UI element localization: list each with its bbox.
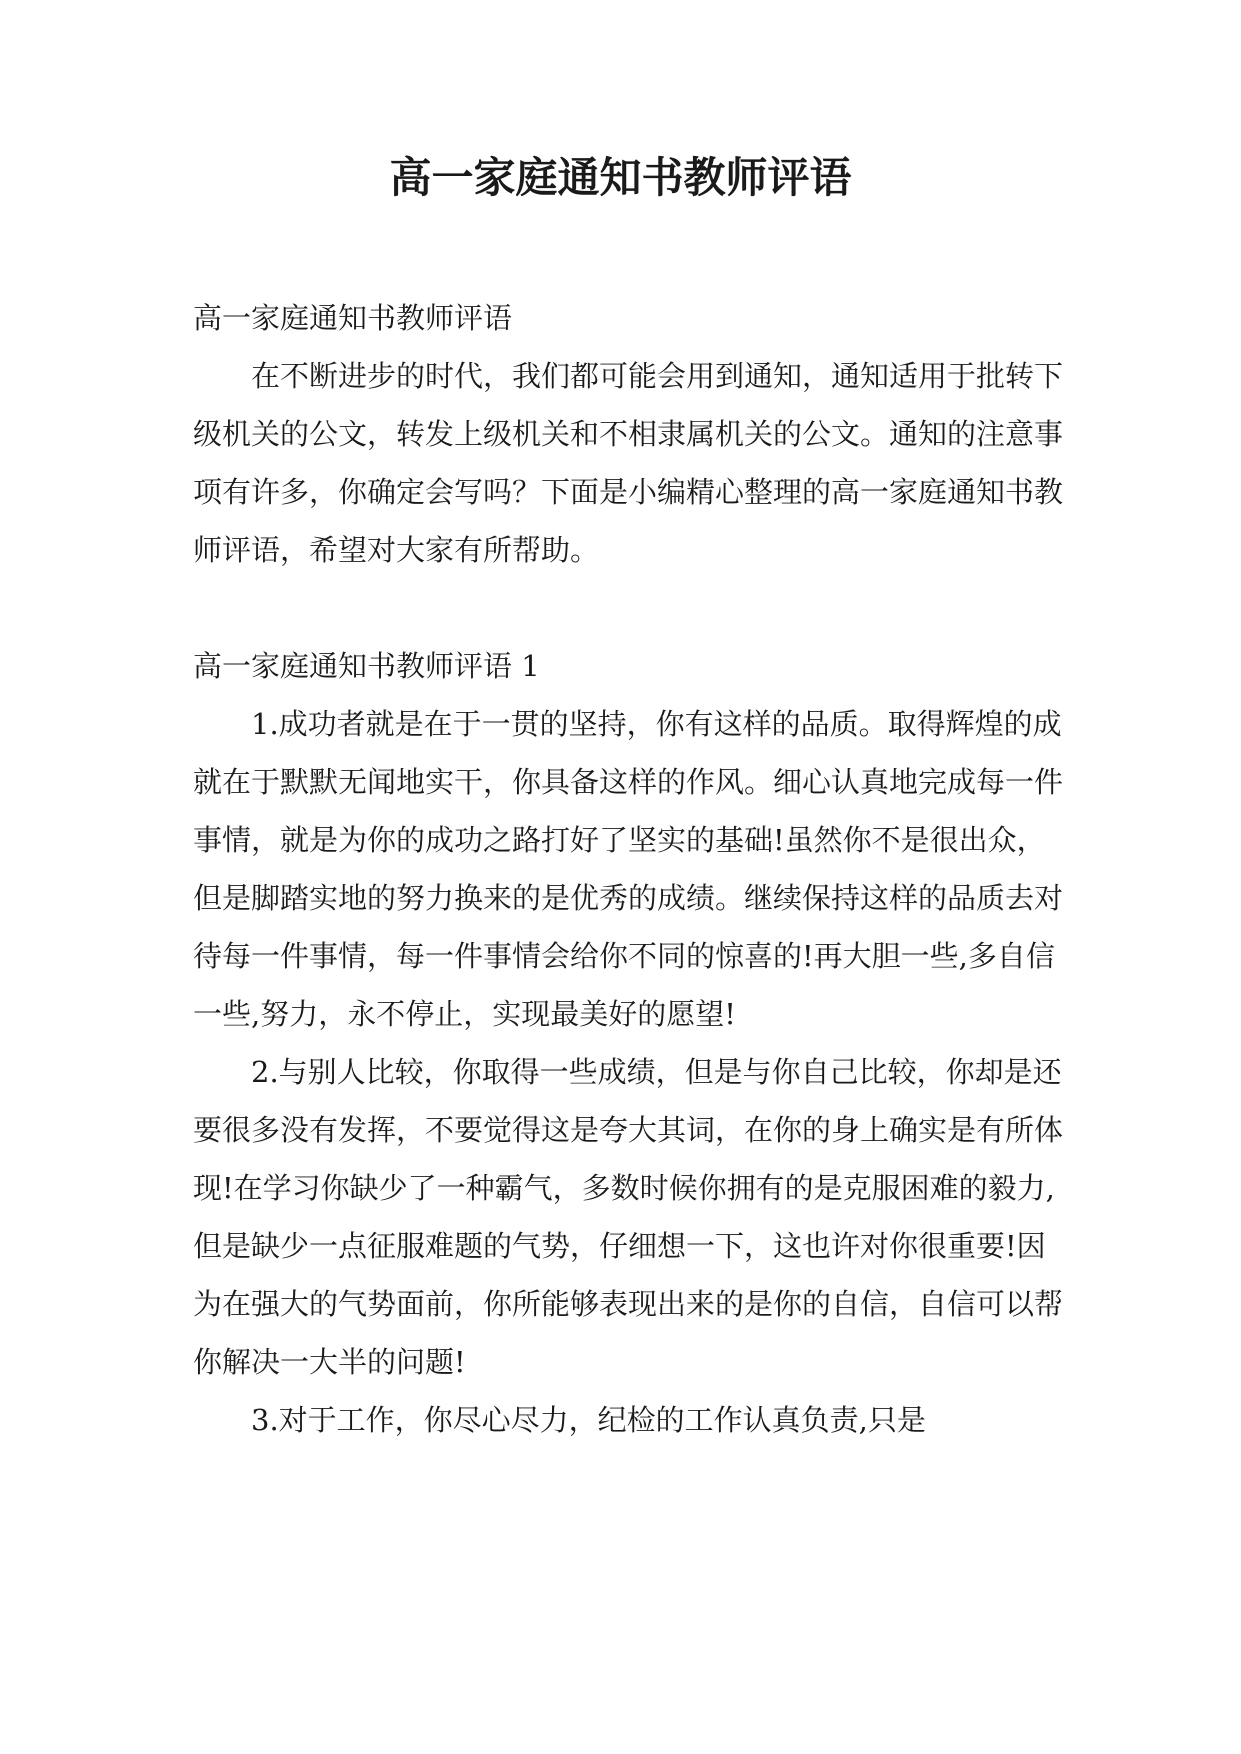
section-heading: 高一家庭通知书教师评语 1 — [193, 649, 540, 683]
document-title: 高一家庭通知书教师评语 — [389, 153, 852, 202]
comment-item-3: 3.对于工作，你尽心尽力，纪检的工作认真负责,只是 — [251, 1403, 926, 1437]
paragraph-spacer — [193, 579, 1063, 637]
intro-paragraph: 在不断进步的时代，我们都可能会用到通知，通知适用于批转下级机关的公文，转发上级机关和不相隶属机关的公文。通知的注意事项有许多，你确定会写吗？下面是小编精心整理的高一家庭通知书教师评语，希望对大家有所帮助。 — [193, 359, 1064, 567]
subtitle: 高一家庭通知书教师评语 — [193, 301, 513, 335]
comment-item-1: 1.成功者就是在于一贯的坚持，你有这样的品质。取得辉煌的成就在于默默无闻地实干，你具备这样的作风。细心认真地完成每一件事情，就是为你的成功之路打好了坚实的基础!虽然你不是很出众，但是脚踏实地的努力换来的是优秀的成绩。继续保持这样的品质去对待每一件事情，每一件事情会给你不同的惊喜的!再大胆一些,多自信一些,努力，永不停止，实现最美好的愿望! — [193, 707, 1064, 1031]
document-body — [193, 289, 1063, 1449]
comment-item-2: 2.与别人比较，你取得一些成绩，但是与你自己比较，你却是还要很多没有发挥，不要觉得这是夸大其词，在你的身上确实是有所体现!在学习你缺少了一种霸气，多数时候你拥有的是克服困难的毅力,但是缺少一点征服难题的气势，仔细想一下，这也许对你很重要!因为在强大的气势面前，你所能够表现出来的是你的自信，自信可以帮你解决一大半的问题! — [193, 1055, 1064, 1379]
